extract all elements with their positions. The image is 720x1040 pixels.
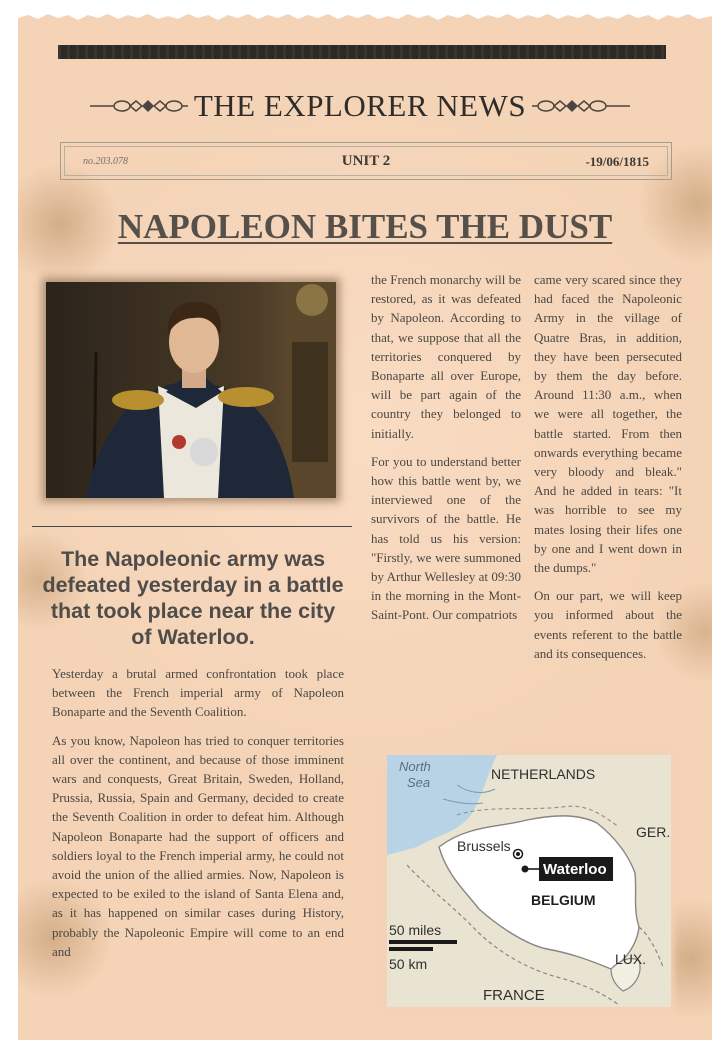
right-ornament-icon [532, 96, 630, 116]
article-column-3 [534, 270, 682, 672]
capital-marker-icon [516, 852, 520, 856]
napoleon-portrait-icon [46, 282, 336, 498]
waterloo-map [387, 755, 671, 1007]
sea-label: North [399, 759, 431, 774]
paragraph: came very scared since they had faced the Napoleonic Army in the village of Quatre Bras, in addition, they have been persecuted by them the day before. Around 11:30 a.m., when we were all together, the battle started. From then onwards everything became very bloody and bleak." And he added in tears: "It was horrible to see my mates losing their lifes one by one and I went down in the dumps." [534, 272, 682, 576]
article-column-2 [371, 270, 521, 634]
article-headline: NAPOLEON BITES THE DUST [117, 207, 613, 246]
left-ornament-icon [90, 96, 188, 116]
issue-info-bar [60, 142, 672, 180]
paragraph: Yesterday a brutal armed confrontation took place between the French imperial army of Napoleon Bonaparte and the Seventh Coalition. [52, 666, 344, 720]
paragraph: As you know, Napoleon has tried to conquer territories all over the continent, and because of those imminent wars and conquests, Great Britain, Sweden, Holland, Prussia, Russia, Spain and Germany, decided to create the Seventh Coalition in order to defeat him. Although Napoleon Bonaparte had the support of officers and soldiers loyal to the French imperial army, he could not avoid the union of the allied armies. Now, Napoleon is expected to be exiled to the island of Santa Elena and, as it has happened on similar cases during History, probably the Napoleonic Empire will come to an end and [52, 732, 344, 959]
issue-number: no.203.078 [83, 156, 128, 167]
decorative-top-bar [58, 45, 666, 59]
paragraph: the French monarchy will be restored, as it was defeated by Napoleon. According to that, we suppose that all the territories conquered by Bonaparte all over Europe, will be part again of the country they belonged to initially. [371, 272, 521, 441]
napoleon-portrait [46, 282, 336, 498]
country-label-belgium: BELGIUM [531, 892, 596, 908]
unit-label: UNIT 2 [341, 153, 391, 169]
city-label-waterloo: Waterloo [543, 861, 607, 878]
article-subheadline: The Napoleonic army was defeated yesterday in a battle that took place near the city of Waterloo. [42, 547, 344, 649]
article-column-1 [52, 664, 344, 970]
country-label-netherlands: NETHERLANDS [491, 766, 596, 782]
paragraph: On our part, we will keep you informed about the events referent to the battle and its consequences. [534, 588, 682, 661]
scale-label-km: 50 km [389, 956, 428, 972]
country-label-france: FRANCE [483, 987, 545, 1004]
newspaper-title: THE EXPLORER NEWS [193, 88, 527, 123]
scale-label-miles: 50 miles [389, 922, 442, 938]
issue-date: -19/06/1815 [585, 154, 649, 169]
scale-bar-km [389, 947, 433, 951]
sea-label: Sea [407, 775, 431, 790]
city-label-brussels: Brussels [457, 838, 511, 854]
masthead [60, 86, 660, 126]
scale-bar-miles [389, 940, 457, 944]
country-label-germany: GER. [636, 824, 671, 840]
country-label-luxembourg: LUX. [615, 951, 647, 967]
paragraph: For you to understand better how this battle went by, we interviewed one of the survivors of the battle. He has told us his version: "Firstly, we were summoned by Arthur Wellesley at 09:30 in the morning in the Mont-Saint-Pont. Our compatriots [371, 453, 521, 623]
section-divider [32, 526, 352, 527]
